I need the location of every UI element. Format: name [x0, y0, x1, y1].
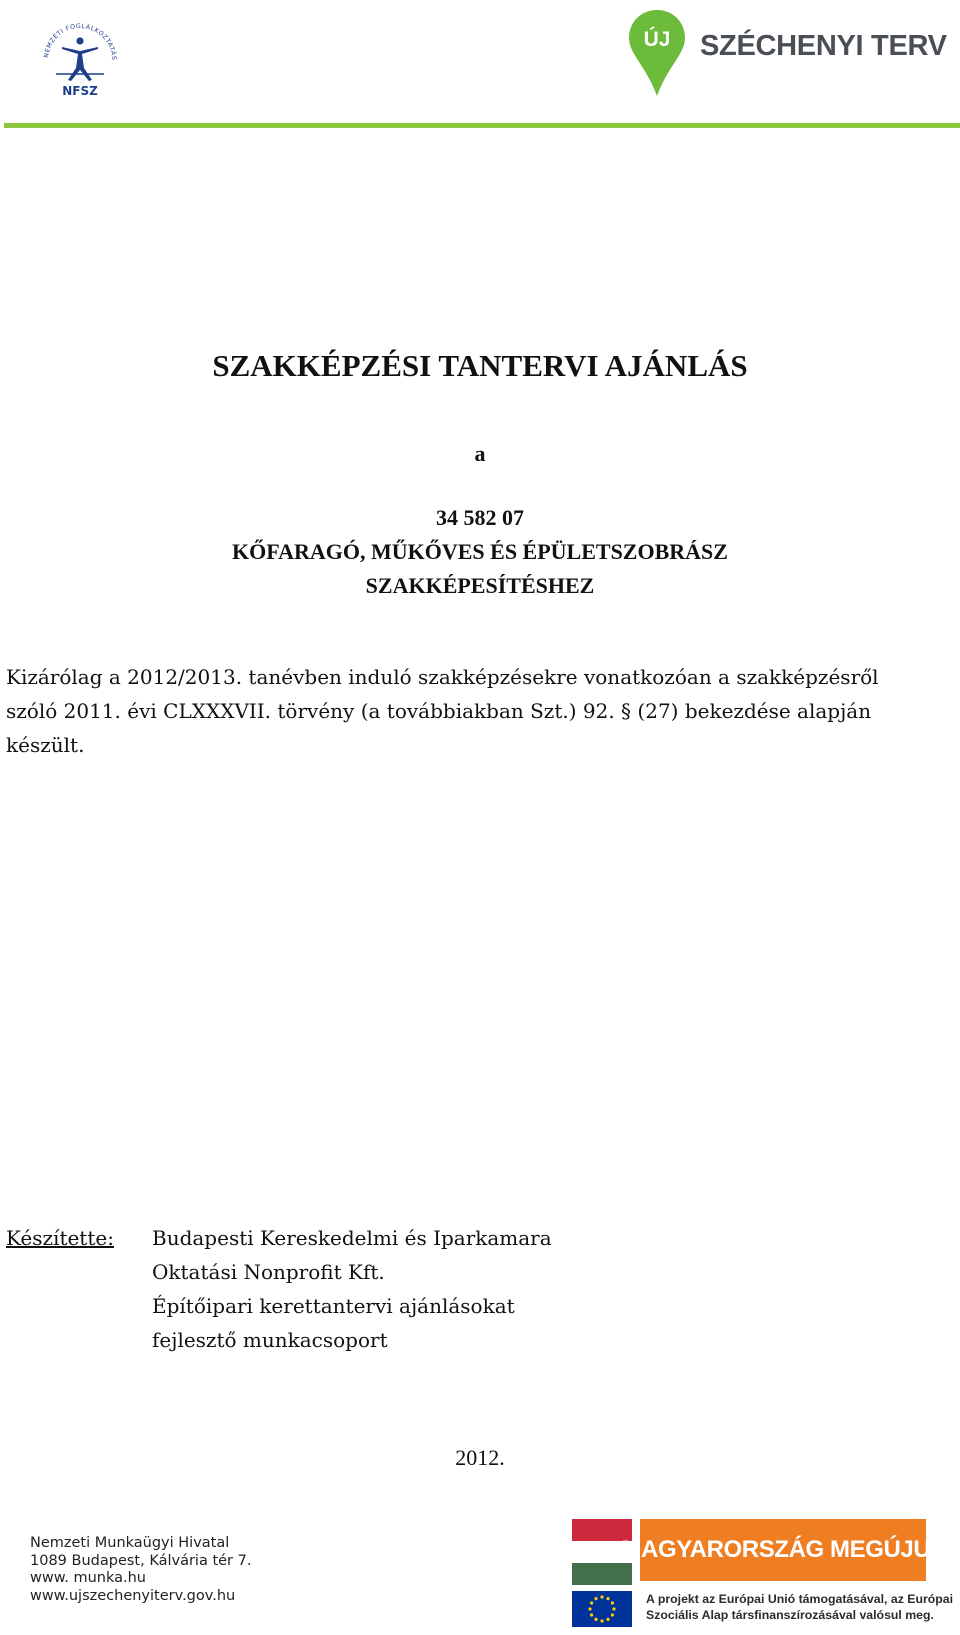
made-by-line: Budapesti Kereskedelmi és Iparkamara	[152, 1226, 552, 1250]
address-line: www.ujszechenyiterv.gov.hu	[30, 1587, 236, 1604]
document-title: SZAKKÉPZÉSI TANTERVI AJÁNLÁS	[212, 348, 748, 383]
title-connector: a	[474, 441, 486, 466]
qualification-name-line2: SZAKKÉPESÍTÉSHEZ	[365, 573, 595, 598]
intro-line: készült.	[6, 733, 85, 757]
nfsz-ring-text: NEMZETI FOGLALKOZTATÁS	[43, 22, 118, 61]
nfsz-logo	[38, 18, 122, 102]
qualification-code: 34 582 07	[436, 505, 524, 530]
eu-funding-note	[646, 1591, 954, 1623]
map-pin-icon	[626, 8, 688, 98]
magyarorszag-megujul-banner	[568, 1515, 954, 1627]
eu-flag-icon	[572, 1591, 632, 1627]
eu-note-line: A projekt az Európai Unió támogatásával, az Európai	[646, 1592, 954, 1606]
header-divider	[4, 123, 960, 128]
made-by-line: Építőipari kerettantervi ajánlásokat	[152, 1294, 515, 1318]
address-line: www. munka.hu	[30, 1570, 146, 1586]
szt-pin-text: ÚJ	[643, 28, 671, 51]
szechenyi-terv-text: SZÉCHENYI TERV	[700, 30, 947, 62]
eu-note-line: Szociális Alap társfinanszírozásával valósul meg.	[646, 1608, 934, 1622]
made-by-label: Készítette:	[6, 1226, 114, 1250]
qualification-name-line1: KŐFARAGÓ, MŰKŐVES ÉS ÉPÜLETSZOBRÁSZ	[232, 539, 728, 564]
document-year: 2012.	[455, 1445, 505, 1470]
intro-line: Kizárólag a 2012/2013. tanévben induló szakképzésekre vonatkozóan a szakképzésről	[6, 665, 879, 689]
footer-address	[30, 1535, 251, 1605]
intro-line: szóló 2011. évi CLXXXVII. törvény (a továbbiakban Szt.) 92. § (27) bekezdése alapján	[6, 699, 872, 723]
nfsz-label: NFSZ	[62, 84, 98, 98]
address-line: Nemzeti Munkaügyi Hivatal	[30, 1535, 230, 1551]
made-by-line: Oktatási Nonprofit Kft.	[152, 1260, 385, 1284]
szechenyi-terv-logo	[626, 8, 947, 100]
banner-title: MAGYARORSZÁG MEGÚJUL	[621, 1536, 945, 1563]
intro-paragraph	[6, 660, 954, 762]
banner-title-box	[621, 1519, 945, 1581]
made-by-line: fejlesztő munkacsoport	[152, 1328, 388, 1352]
address-line: 1089 Budapest, Kálvária tér 7.	[30, 1552, 252, 1569]
